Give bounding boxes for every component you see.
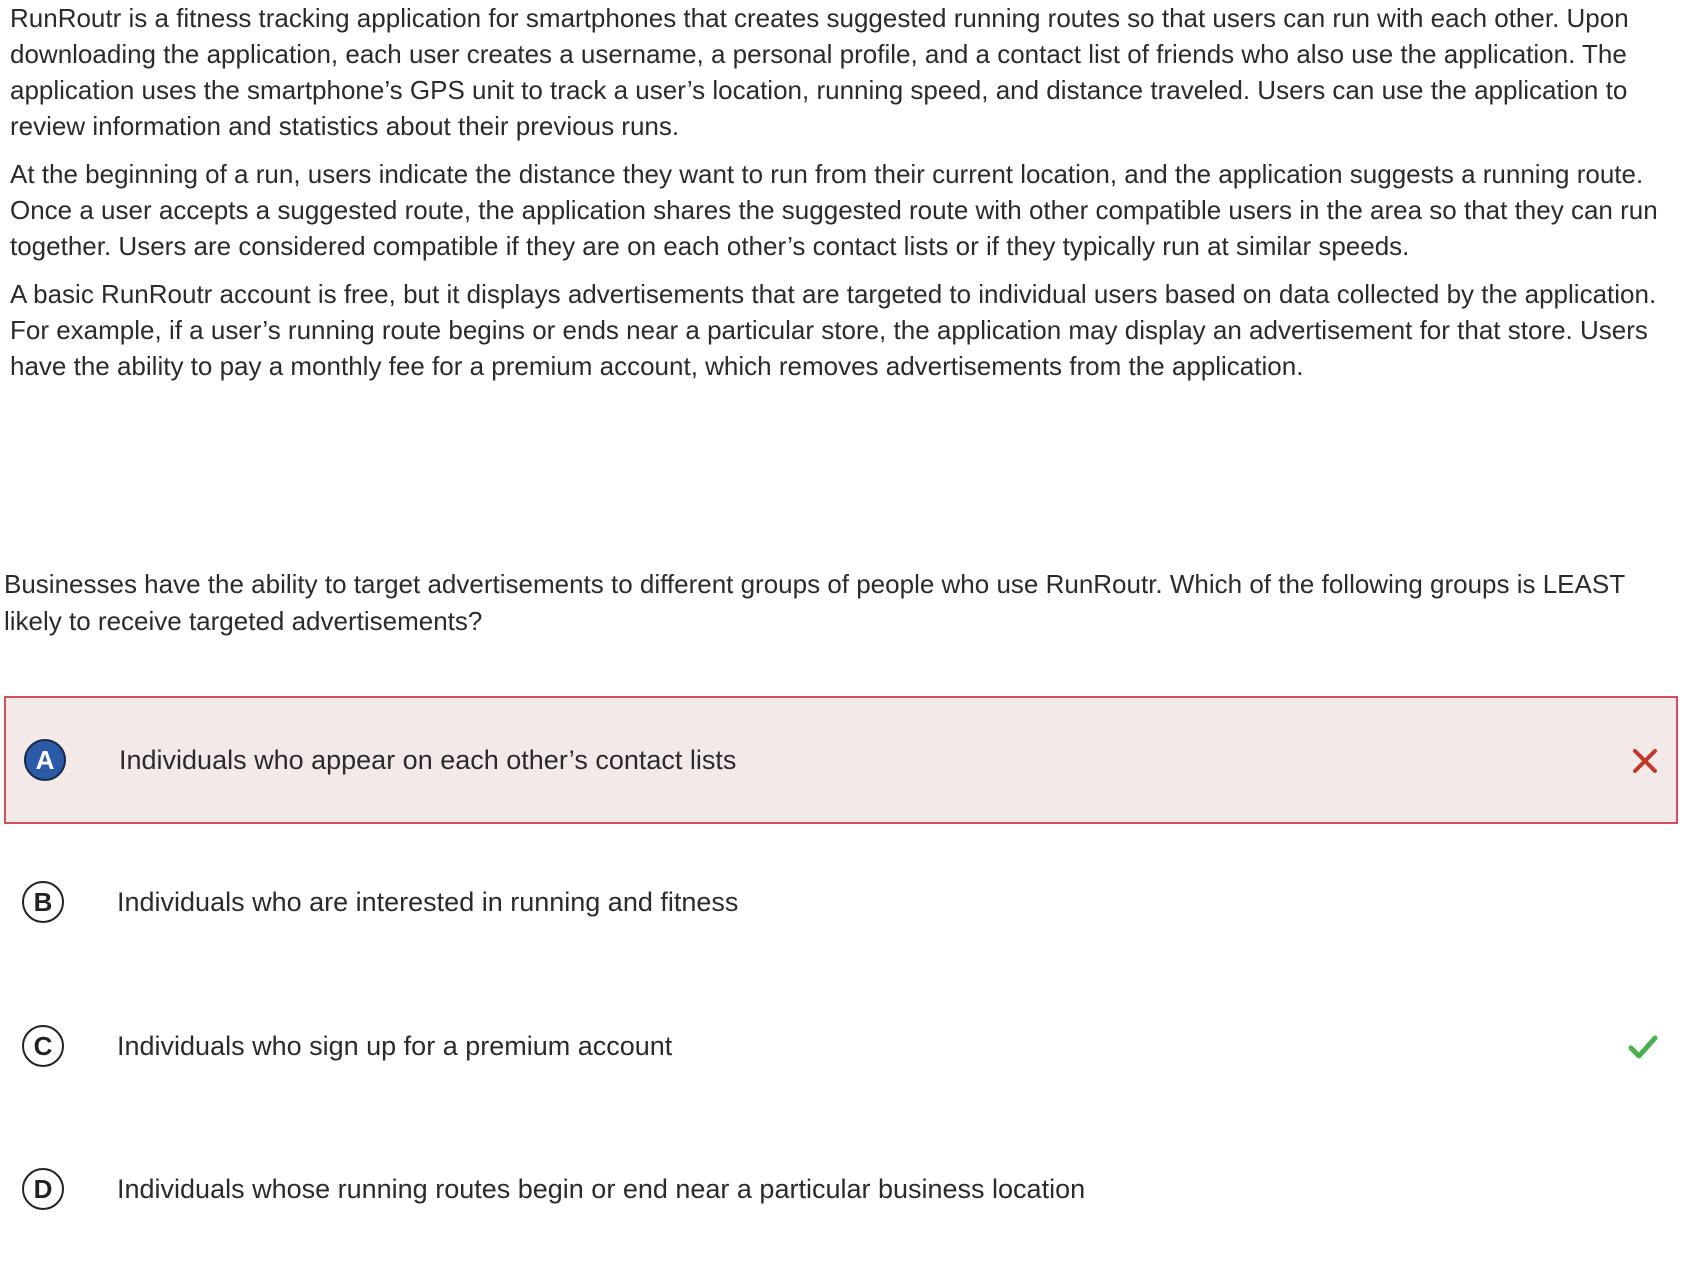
choice-a[interactable] [4,696,1678,824]
choice-label: Individuals who sign up for a premium account [117,1031,673,1061]
passage-paragraph-2: At the beginning of a run, users indicate the distance they want to run from their current location, and the application suggests a running route. Once a user accepts a suggested route, the application shares the suggested route with other compatible users in the area so that they can run together. Users are considered compatible if they are on each other’s contact lists or if they typically run at similar speeds. [10,159,1658,261]
choice-label: Individuals who are interested in running and fitness [117,887,739,917]
choice-label: Individuals who appear on each other’s contact lists [119,745,737,775]
passage-paragraph-3: A basic RunRoutr account is free, but it displays advertisements that are targeted to individual users based on data collected by the application. For example, if a user’s running route begins or ends near a particular store, the application may display an advertisement for that store. Users have the ability to pay a monthly fee for a premium account, which removes advertisements from the application. [10,279,1657,381]
question-text: Businesses have the ability to target advertisements to different groups of people who use RunRoutr. Which of the following groups is LEAST likely to receive targeted advertisements? [4,569,1625,636]
passage-paragraph-1: RunRoutr is a fitness tracking application for smartphones that creates suggested running routes so that users can run with each other. Upon downloading the application, each user creates a username, a personal profile, and a contact list of friends who also use the application. The application uses the smartphone’s GPS unit to track a user’s location, running speed, and distance traveled. Users can use the application to review information and statistics about their previous runs. [10,3,1629,141]
choice-label: Individuals whose running routes begin or end near a particular business location [117,1174,1086,1204]
choice-letter-badge: C [22,1025,64,1067]
choice-letter-badge: B [22,881,64,923]
choice-letter-badge: A [24,739,66,781]
choice-letter-badge: D [22,1168,64,1210]
choice-b[interactable] [4,840,1678,968]
passage [10,0,1680,396]
choice-d[interactable] [4,1127,1678,1255]
check-icon [1626,1030,1660,1064]
x-icon [1628,744,1662,778]
choice-c[interactable] [4,984,1678,1112]
